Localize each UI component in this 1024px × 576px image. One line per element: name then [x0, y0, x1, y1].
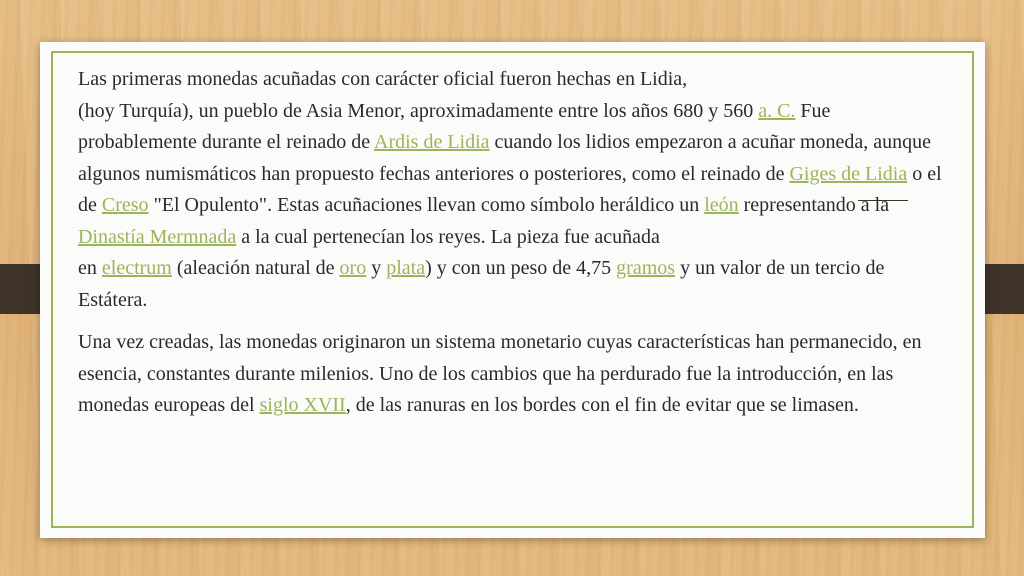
text-span: representando a la — [738, 194, 890, 216]
text-span: o el de — [78, 162, 942, 216]
link-creso[interactable]: Creso — [101, 194, 149, 216]
text-span: y un valor de un tercio de Estátera. — [78, 257, 885, 311]
text-span: , de las ranuras en los bordes con el fin de evitar que se limasen. — [345, 394, 859, 416]
link-siglo-xvii[interactable]: siglo XVII — [259, 394, 346, 416]
link-dinastia-mermnada[interactable]: Dinastía Mermnada — [78, 225, 237, 248]
slide-body — [78, 64, 948, 422]
link-electrum[interactable]: electrum — [101, 257, 172, 279]
paragraph-2 — [78, 327, 948, 422]
text-span: ) y con un peso de 4,75 — [425, 257, 617, 279]
text-span: Una vez creadas, las monedas originaron un sistema monetario cuyas características han permanecido, en esencia, constantes durante milenios. Uno de los cambios que ha perdurado fue la introducción, en las monedas europeas del — [78, 331, 922, 416]
link-gramos[interactable]: gramos — [616, 257, 676, 279]
text-span: Las primeras monedas acuñadas con carácter oficial fueron hechas en Lidia, — [78, 68, 688, 90]
link-giges-de-lidia[interactable]: Giges de Lidia — [789, 162, 908, 185]
text-span: en — [78, 257, 102, 279]
link-ardis-de-lidia[interactable]: Ardis de Lidia — [374, 131, 490, 153]
text-span: y — [366, 257, 387, 279]
link-oro[interactable]: oro — [339, 257, 367, 279]
text-span: (hoy Turquía), un pueblo de Asia Menor, aproximadamente entre los años 680 y 560 — [78, 99, 759, 122]
link-plata[interactable]: plata — [386, 257, 426, 279]
left-decorative-bar — [0, 264, 40, 314]
slide-card — [40, 42, 985, 538]
text-span: a la cual pertenecían los reyes. La pieza fue acuñada — [236, 225, 660, 248]
link-leon[interactable]: león — [704, 194, 739, 216]
link-ac[interactable]: a. C. — [758, 99, 796, 122]
paragraph-1 — [78, 64, 948, 316]
text-span: cuando los lidios empezaron a acuñar moneda, aunque algunos numismáticos han propuesto fechas anteriores o posteriores, como el reinado de — [78, 131, 932, 185]
text-span: "El Opulento". Estas acuñaciones llevan como símbolo heráldico un — [148, 194, 705, 216]
text-span: Fue probablemente durante el reinado de — [78, 99, 831, 153]
text-span: (aleación natural de — [171, 257, 340, 279]
